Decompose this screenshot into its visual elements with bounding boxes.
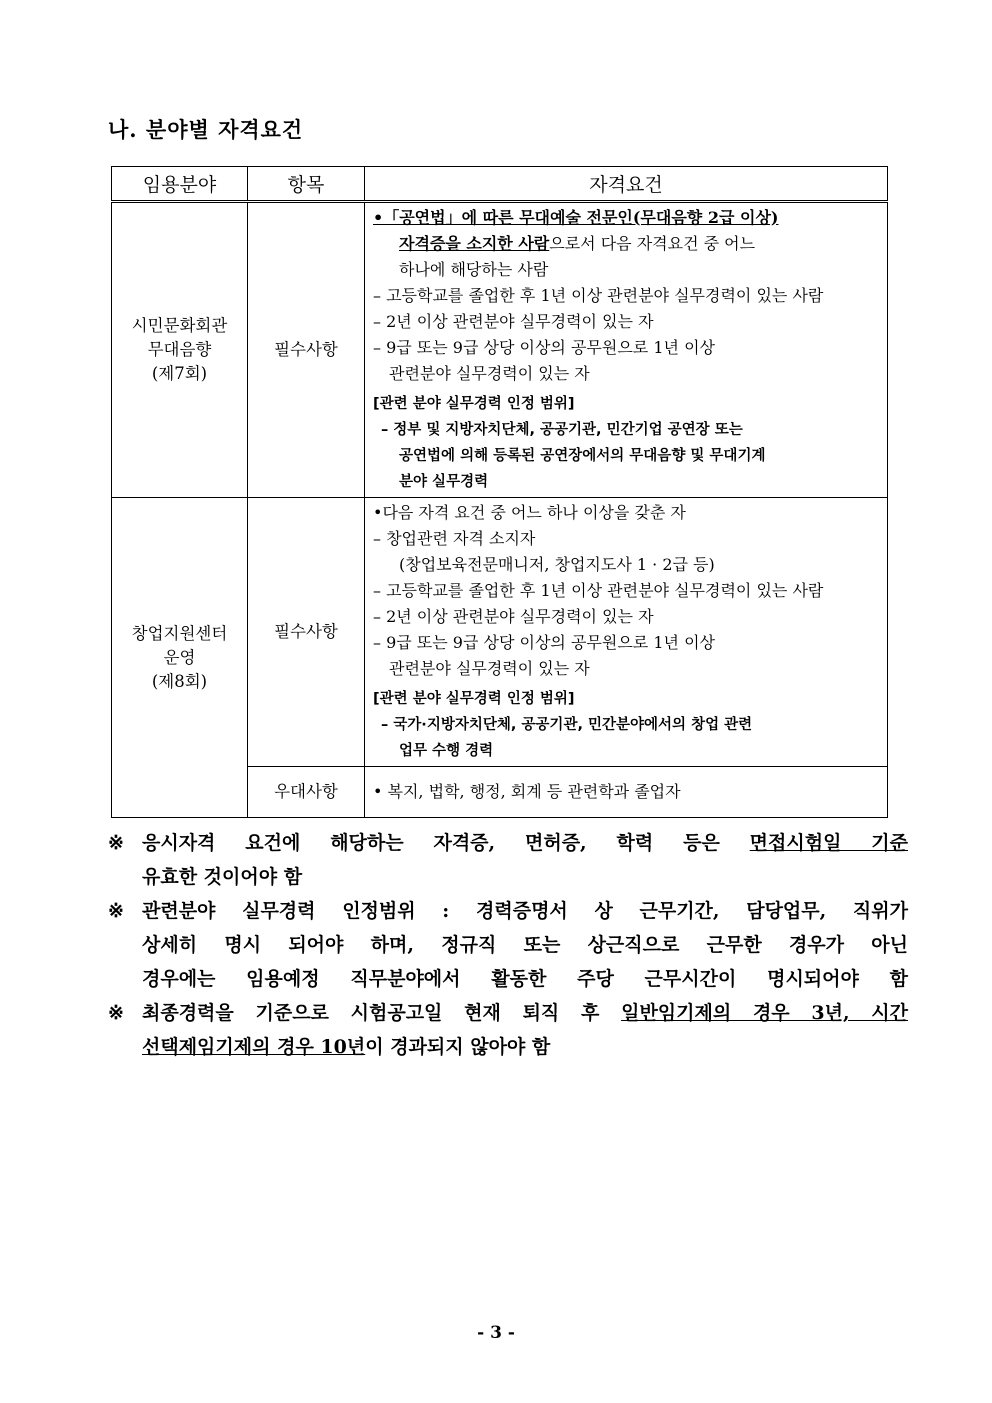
requirement-line: (창업보육전문매니저, 창업지도사 1 · 2급 등) [399, 555, 715, 574]
header-item: 항목 [248, 167, 365, 202]
note-mark: ※ [108, 900, 124, 922]
field-name-line: (제7회) [151, 364, 208, 383]
header-requirements: 자격요건 [365, 167, 888, 202]
note-line: 상세히 명시 되어야 하며, 정규직 또는 상근직으로 근무한 경우가 아닌 [142, 934, 908, 956]
note-1 [108, 826, 908, 894]
table-row [112, 202, 888, 498]
requirement-line: – 9급 또는 9급 상당 이상의 공무원으로 1년 이상 [373, 338, 715, 357]
requirement-line: – 9급 또는 9급 상당 이상의 공무원으로 1년 이상 [373, 633, 715, 652]
note-3 [108, 996, 908, 1064]
note-2 [108, 894, 908, 996]
table-header-row [112, 167, 888, 202]
note-mark: ※ [108, 832, 124, 854]
item-cell: 필수사항 [248, 202, 365, 498]
section-heading: 나. 분야별 자격요건 [108, 117, 304, 142]
scope-line: – 정부 및 지방자치단체, 공공기관, 민간기업 공연장 또는 [381, 422, 743, 438]
scope-line: 분야 실무경력 [399, 474, 489, 490]
requirement-line: 자격증을 소지한 사람으로서 다음 자격요건 중 어느 [399, 234, 756, 253]
note-line: 관련분야 실무경력 인정범위 : 경력증명서 상 근무기간, 담당업무, 직위가 [142, 900, 908, 922]
requirement-line: – 고등학교를 졸업한 후 1년 이상 관련분야 실무경력이 있는 사람 [373, 286, 824, 305]
header-field: 임용분야 [112, 167, 248, 202]
requirement-line: 관련분야 실무경력이 있는 자 [389, 659, 590, 678]
pref-requirement-cell [365, 767, 888, 818]
requirement-line: – 2년 이상 관련분야 실무경력이 있는 자 [373, 312, 654, 331]
requirement-line: – 고등학교를 졸업한 후 1년 이상 관련분야 실무경력이 있는 사람 [373, 581, 824, 600]
field-cell [112, 202, 248, 498]
note-line: 유효한 것이어야 함 [142, 866, 303, 888]
scope-title: [관련 분야 실무경력 인정 범위] [373, 691, 575, 707]
note-mark: ※ [108, 1002, 124, 1024]
note-line: 최종경력을 기준으로 시험공고일 현재 퇴직 후 일반임기제의 경우 3년, 시간 [142, 1002, 909, 1024]
note-line: 선택제임기제의 경우 10년이 경과되지 않아야 함 [142, 1036, 551, 1058]
scope-line: 업무 수행 경력 [399, 743, 494, 759]
qualification-table [111, 166, 888, 818]
scope-title: [관련 분야 실무경력 인정 범위] [373, 396, 575, 412]
pref-item-cell: 우대사항 [248, 767, 365, 818]
requirement-line: 관련분야 실무경력이 있는 자 [389, 364, 590, 383]
field-name-line: 시민문화회관 [131, 316, 228, 335]
pref-line: • 복지, 법학, 행정, 회계 등 관련학과 졸업자 [373, 782, 681, 801]
notes-section [108, 826, 908, 1064]
field-name-line: 창업지원센터 [131, 623, 228, 643]
scope-line: – 국가·지방자치단체, 공공기관, 민간분야에서의 창업 관련 [381, 717, 753, 733]
requirement-line: – 2년 이상 관련분야 실무경력이 있는 자 [373, 607, 654, 626]
field-name-line: 무대음향 [147, 340, 212, 359]
requirement-line: •다음 자격 요건 중 어느 하나 이상을 갖춘 자 [373, 503, 686, 522]
requirement-line: 하나에 해당하는 사람 [399, 260, 549, 279]
note-line: 경우에는 임용예정 직무분야에서 활동한 주당 근무시간이 명시되어야 함 [142, 968, 908, 990]
field-name-line: (제8회) [151, 671, 208, 691]
table-row [112, 498, 888, 767]
field-name-line: 운영 [163, 647, 196, 667]
note-line: 응시자격 요건에 해당하는 자격증, 면허증, 학력 등은 면접시험일 기준 [142, 832, 909, 854]
item-cell: 필수사항 [248, 498, 365, 767]
requirements-cell [365, 498, 888, 767]
page-number: - 3 - [477, 1323, 515, 1343]
requirements-cell [365, 202, 888, 498]
field-cell [112, 498, 248, 818]
scope-line: 공연법에 의해 등록된 공연장에서의 무대음향 및 무대기계 [399, 448, 766, 464]
requirement-line: •「공연법」에 따른 무대예술 전문인(무대음향 2급 이상) [373, 208, 779, 227]
requirement-line: – 창업관련 자격 소지자 [373, 529, 536, 548]
